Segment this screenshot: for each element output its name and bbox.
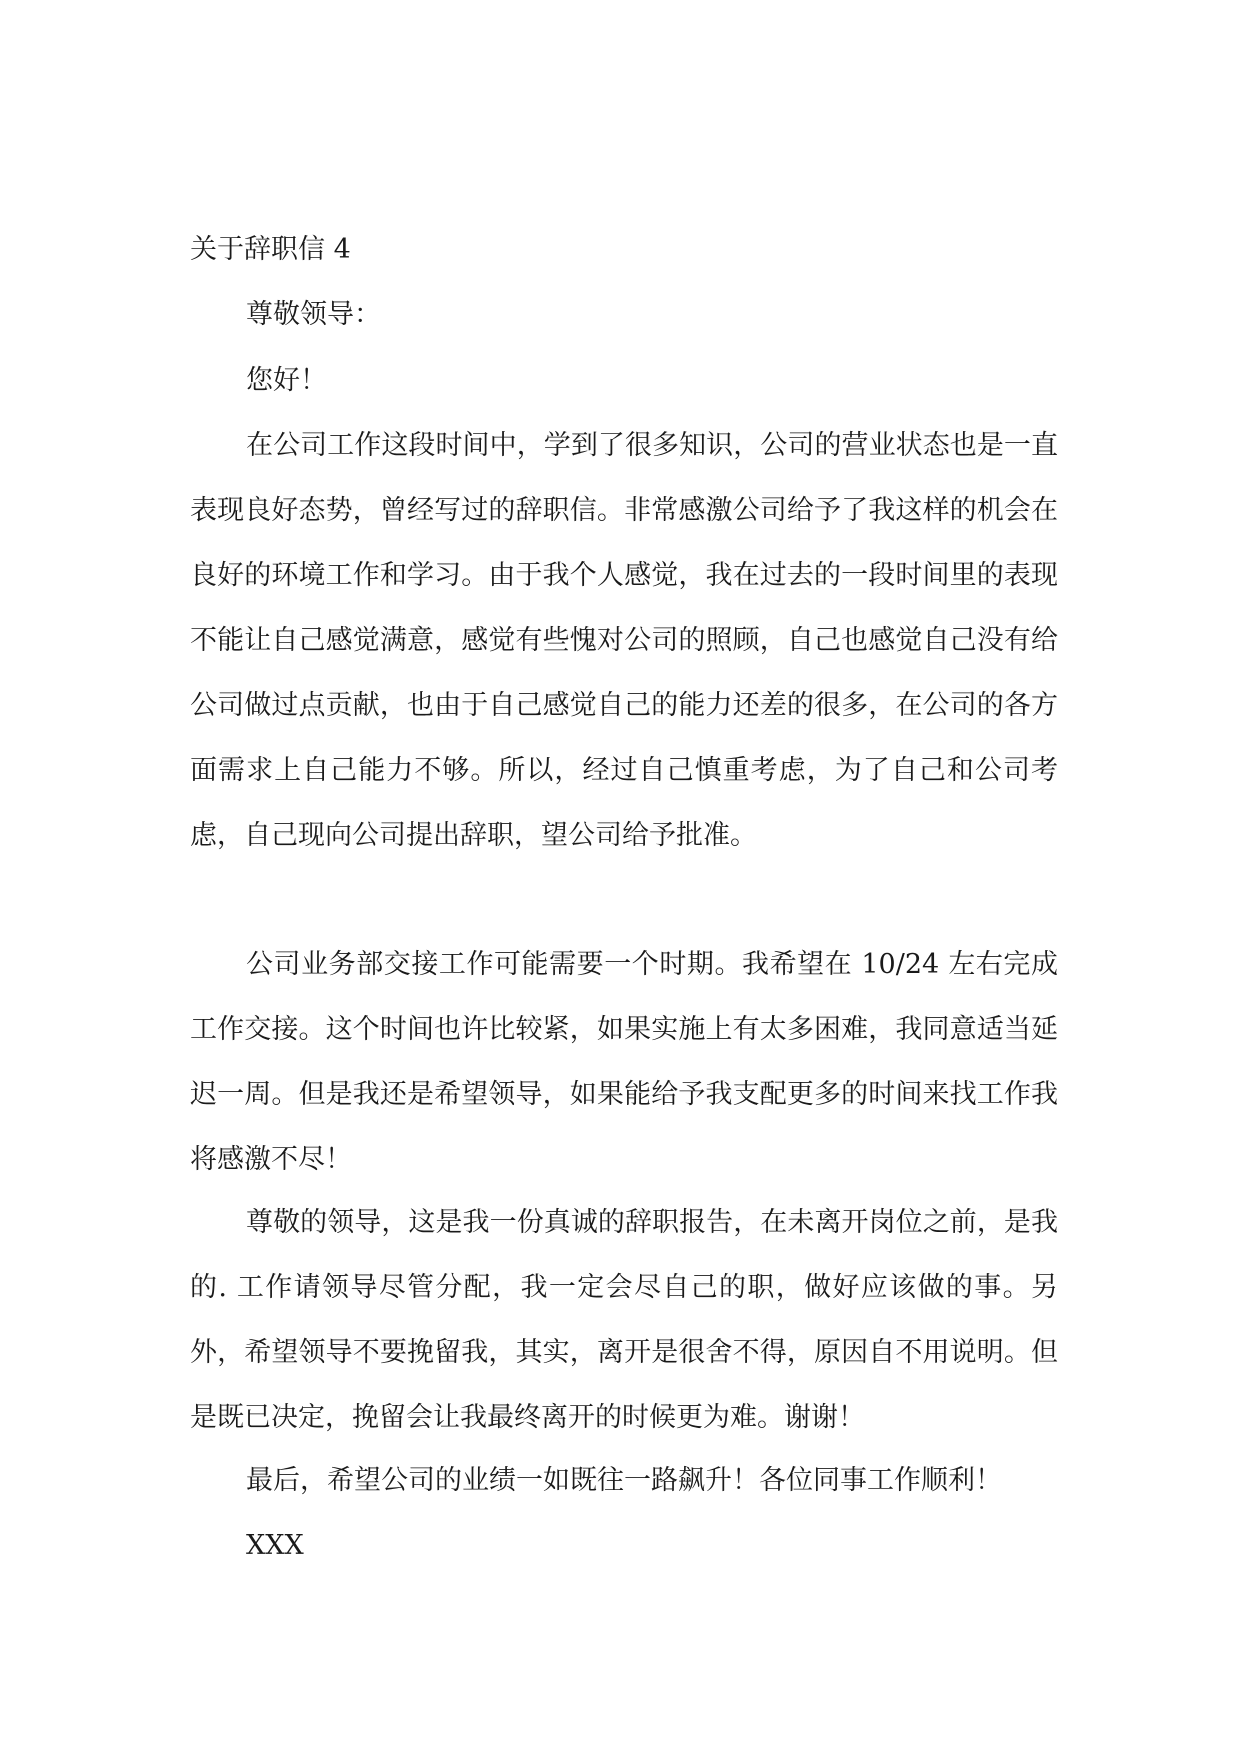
body-paragraph: 在公司工作这段时间中，学到了很多知识，公司的营业状态也是一直表现良好态势，曾经写过的辞职信。非常感激公司给予了我这样的机会在良好的环境工作和学习。由于我个人感觉，我在过去的一段时间里的表现不能让自己感觉满意，感觉有些愧对公司的照顾，自己也感觉自己没有给公司做过点贡献，也由于自己感觉自己的能力还差的很多，在公司的各方面需求上自己能力不够。所以，经过自己慎重考虑，为了自己和公司考虑，自己现向公司提出辞职，望公司给予批准。 — [190, 430, 1058, 851]
closing-line: 最后，希望公司的业绩一如既往一路飙升！各位同事工作顺利！ — [246, 1465, 1002, 1496]
document-title: 关于辞职信 4 — [190, 234, 351, 265]
greeting: 您好！ — [246, 365, 327, 396]
body-paragraph: 公司业务部交接工作可能需要一个时期。我希望在 10/24 左右完成工作交接。这个时间也许比较紧，如果实施上有太多困难，我同意适当延迟一周。但是我还是希望领导，如果能给予我支配更多的时间来找工作我将感激不尽！ — [190, 949, 1058, 1175]
salutation: 尊敬领导： — [246, 299, 381, 330]
signature: XXX — [246, 1530, 304, 1561]
body-paragraph: 尊敬的领导，这是我一份真诚的辞职报告，在未离开岗位之前，是我的. 工作请领导尽管分配，我一定会尽自己的职，做好应该做的事。另外，希望领导不要挽留我，其实，离开是很舍不得，原因自不用说明。但是既已决定，挽留会让我最终离开的时候更为难。谢谢！ — [190, 1207, 1058, 1433]
